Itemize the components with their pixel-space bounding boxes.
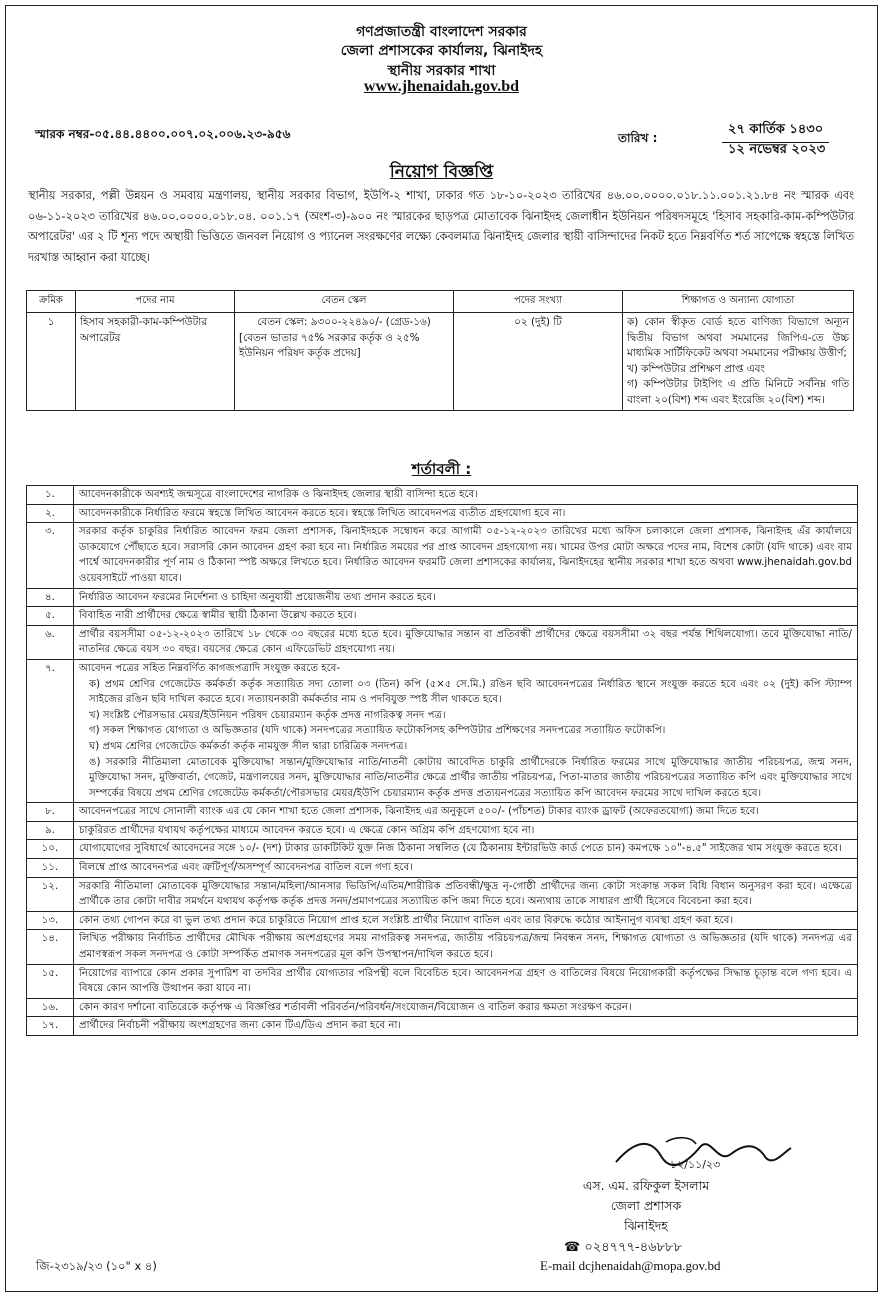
- condition-text: চাকুরিরত প্রার্থীদের যথাযথ কর্তৃপক্ষের মাধ্যমে আবেদন করতে হবে। এ ক্ষেত্রে কোন অগ্রিম কপি গ্রহণযোগ্য হবে না।: [79, 824, 535, 836]
- condition-text: নির্ধারিত আবেদন ফরমের নির্দেশনা ও চাহিদা অনুযায়ী প্রয়োজনীয় তথ্য প্রদান করতে হবে।: [79, 591, 436, 603]
- qualification-a: ক) কোন স্বীকৃত বোর্ড হতে বাণিজ্য বিভাগে অন্যূন দ্বিতীয় বিভাগ অথবা সমমানের জিপিএ-তে উচ্চ মাধ্যমিক সার্টিফিকেট অথবা সমমানের পরীক্ষায় উত্তীর্ণ;: [627, 316, 849, 359]
- table-row: [27, 803, 858, 822]
- signature-scribble: [606, 1134, 796, 1172]
- table-row: [27, 998, 858, 1017]
- table-row: [27, 625, 858, 659]
- intro-paragraph: স্থানীয় সরকার, পল্লী উন্নয়ন ও সমবায় মন্ত্রণালয়, স্থানীয় সরকার বিভাগ, ইউপি-২ শাখা, ঢাকার গত ১৮-১০-২০২৩ তারিখের ৪৬.০০.০০০০.০১৮.১১.০০১.২১.৮৪ নং স্মারক এবং ০৬-১১-২০২৩ তারিখের ৪৬.০০.০০০০.০১৮.০৪. ০০১.১৭ (অংশ-৩)-৯০০ নং স্মারকের ছাড়পত্র মোতাবেক ঝিনাইদহ জেলাধীন ইউনিয়ন পরিষদসমূহে 'হিসাব সহকারি-কাম-কম্পিউটার অপারেটর' এর ২ টি শূন্য পদে অস্থায়ী ভিত্তিতে জনবল নিয়োগ ও প্যানেল সংরক্ষণের লক্ষ্যে কেবলমাত্র ঝিনাইদহ জেলার স্থায়ী বাসিন্দাদের নিকট হতে নিম্নবর্ণিত শর্ত সাপেক্ষে স্বহস্তে লিখিত দরখাস্ত আহ্বান করা যাচ্ছে।: [28, 189, 854, 264]
- condition-text: বিলম্বে প্রাপ্ত আবেদনপত্র এবং ত্রুটিপূর্ণ/অসম্পূর্ণ আবেদনপত্র বাতিল বলে গণ্য হবে।: [79, 862, 413, 874]
- header-count: পদের সংখ্যা: [454, 291, 623, 313]
- table-row: [27, 930, 858, 964]
- conditions-title: শর্তাবলী :: [411, 460, 472, 478]
- condition-number: ১.: [27, 486, 74, 505]
- notice-page: [5, 5, 878, 1292]
- condition-subitem: ঙ) সরকারি নীতিমালা মোতাবেক মুক্তিযোদ্ধা সন্তান/মুক্তিযোদ্ধার নাতি/নাতনী কোটায় আবেদিত চাকুরি প্রার্থীদেরকে নির্ধারিত ফরমের সাথে মুক্তিযোদ্ধার জাতীয় পরিচয়পত্র, জন্ম সনদ, মুক্তিযোদ্ধা সনদ, মুক্তিবার্তা, গেজেট, মন্ত্রণালয়ের সনদ, মুক্তিযোদ্ধার নাতি/নাতনীর ক্ষেত্রে প্রার্থীর জাতীয় পরিচয়পত্র, পিতা-মাতার জাতীয় পরিচয়পত্রের সত্যায়িত কপি এবং মুক্তিযোদ্ধার সাথে সম্পর্কের বিষয়ে প্রথম শ্রেণির গেজেটেড কর্মকর্তা/পৌরসভার মেয়র/ইউপি চেয়ারম্যান কর্তৃক প্রদত্ত প্রত্যয়নপত্রের সত্যায়িত কপি আবেদন ফরমের সাথে দাখিল করতে হবে।: [89, 756, 852, 799]
- date-bangla: ২৭ কার্তিক ১৪৩০: [722, 120, 829, 143]
- phone-line: [564, 1238, 682, 1259]
- table-row: [27, 659, 858, 802]
- office-name: জেলা প্রশাসকের কার্যালয়, ঝিনাইদহ: [340, 43, 543, 59]
- condition-number: ১২.: [27, 877, 74, 911]
- condition-number: ৯.: [27, 821, 74, 840]
- table-row: [27, 523, 858, 588]
- condition-number: ১৫.: [27, 964, 74, 998]
- date-english: ১২ নভেম্বর ২০২৩: [728, 142, 826, 157]
- condition-number: ৭.: [27, 659, 74, 802]
- post-table-header: [27, 291, 854, 313]
- table-row: [27, 964, 858, 998]
- table-row: [27, 504, 858, 523]
- condition-number: ৩.: [27, 523, 74, 588]
- condition-text: সরকারি নীতিমালা মোতাবেক মুক্তিযোদ্ধার সন্তান/মহিলা/আনসার ভিডিপি/এতিম/শারীরিক প্রতিবন্ধী/ক্ষুদ্র নৃ-গোষ্ঠী প্রার্থীদের জন্য কোটা সংক্রান্ত সকল বিধি বিধান অনুসরণ করা হবে। এক্ষেত্রে প্রার্থীকে তার কোটা দাবীর সমর্থনে যথাযথ কর্তৃপক্ষ কর্তৃক প্রদত্ত সনদ/প্রমাণপত্রের সত্যায়িত কপি জমা দিতে হবে। অন্যথায় তাকে সাধারণ প্রার্থী হিসেবে বিবেচনা করা হবে।: [79, 880, 852, 908]
- header-serial: ক্রমিক: [27, 291, 76, 313]
- post-qualification: [623, 313, 854, 411]
- condition-text: নিয়োগের ব্যাপারে কোন প্রকার সুপারিশ বা তদবির প্রার্থীর যোগ্যতার পরিপন্থী বলে বিবেচিত হবে। আবেদনপত্র গ্রহণ ও বাতিলের বিষয়ে নিয়োগকারী কর্তৃপক্ষের সিদ্ধান্ত চূড়ান্ত বলে গণ্য হবে। এ বিষয়ে কোন আপত্তি উত্থাপন করা যাবে না।: [79, 967, 852, 995]
- condition-text: সরকার কর্তৃক চাকুরির নির্ধারিত আবেদন ফরম জেলা প্রশাসক, ঝিনাইদহকে সম্বোধন করে আগামী ০৫-১২-২০২৩ তারিখের মধ্যে অফিস চলাকালে জেলা প্রশাসক, ঝিনাইদহ এঁর কার্যালয়ে ডাকযোগে পৌঁছাতে হবে। সরাসরি কোন আবেদন গ্রহণ করা হবে না। নির্ধারিত সময়ের পর প্রাপ্ত আবেদন গ্রহণযোগ্য নয়। খামের উপর মোটা অক্ষরে পদের নাম, বিশেষ কোটা (যদি থাকে) এবং বাম পার্শ্বে আবেদনকারীর পূর্ণ নাম ও ঠিকানা স্পষ্ট অক্ষরে লিখতে হবে। নির্ধারিত আবেদন ফরমটি জেলা প্রশাসকের কার্যালয়, ঝিনাইদহের স্থানীয় সরকার শাখা হতে অথবা www.jhenaidah.gov.bd ওয়েবসাইটে পাওয়া যাবে।: [79, 526, 852, 584]
- condition-text-cell: [74, 1017, 858, 1036]
- header-scale: বেতন স্কেল: [235, 291, 454, 313]
- header-qualification: শিক্ষাগত ও অন্যান্য যোগ্যতা: [623, 291, 854, 313]
- condition-text-cell: [74, 821, 858, 840]
- condition-subitem: ক) প্রথম শ্রেণির গেজেটেড কর্মকর্তা কর্তৃক সত্যায়িত সদ্য তোলা ০৩ (তিন) কপি (৫×৫ সে.মি.) রঙিন ছবি আবেদনপত্রের নির্ধারিত স্থানে সংযুক্ত করতে হবে এবং ০২ (দুই) কপি স্ট্যাম্প সাইজের রঙিন ছবি দাখিল করতে হবে। সত্যায়নকারী কর্মকর্তার নাম ও পদবিযুক্ত স্পষ্ট সীল থাকতে হবে।: [89, 678, 852, 706]
- condition-subitem: খ) সংশ্লিষ্ট পৌরসভার মেয়র/ইউনিয়ন পরিষদ চেয়ারম্যান কর্তৃক প্রদত্ত নাগরিকত্ব সনদ পত্র।: [89, 709, 446, 721]
- memo-number: স্মারক নম্বর-০৫.৪৪.৪৪০০.০০৭.০২.০০৬.২৩-৯৫৬: [35, 127, 291, 141]
- table-row: [27, 486, 858, 505]
- date-label: তারিখ :: [618, 131, 658, 145]
- branch-name: স্থানীয় সরকার শাখা: [387, 63, 496, 79]
- condition-text: যোগাযোগের সুবিধার্থে আবেদনের সঙ্গে ১০/- (দশ) টাকার ডাকটিকিট যুক্ত নিজ ঠিকানা সম্বলিত (যে ঠিকানায় ইন্টারভিউ কার্ড পেতে চান) কমপক্ষে ১০"-৪.৫" সাইজের খাম সংযুক্ত করতে হবে।: [79, 843, 842, 855]
- condition-text-cell: [74, 911, 858, 930]
- condition-text-cell: [74, 877, 858, 911]
- condition-number: ১৭.: [27, 1017, 74, 1036]
- condition-text: বিবাহিত নারী প্রার্থীদের ক্ষেত্রে স্বামীর স্থায়ী ঠিকানা উল্লেখ করতে হবে।: [79, 610, 357, 622]
- condition-subitem: ঘ) প্রথম শ্রেণির গেজেটেড কর্মকর্তা কর্তৃক নামযুক্ত সীল দ্বারা চারিত্রিক সনদপত্র।: [89, 740, 408, 752]
- table-row: [27, 588, 858, 607]
- condition-text-cell: [74, 523, 858, 588]
- condition-text-cell: [74, 659, 858, 802]
- qualification-c: গ) কম্পিউটার টাইপিং এ প্রতি মিনিটে সর্বনিম্ন গতি বাংলা ২০(বিশ) শব্দ এবং ইংরেজি ২০(বিশ) শব্দ।: [627, 378, 849, 406]
- signature-block: [546, 1176, 746, 1236]
- signature-date: ১২/১১/২৩: [670, 1158, 721, 1171]
- condition-text: কোন কারণ দর্শানো ব্যতিরেকে কর্তৃপক্ষ এ বিজ্ঞপ্তির শর্তাবলী পরিবর্তন/পরিবর্ধন/সংযোজন/বিয়োজন ও বাতিল করার ক্ষমতা সংরক্ষণ করেন।: [79, 1001, 632, 1013]
- condition-number: ৪.: [27, 588, 74, 607]
- condition-subitem: গ) সকল শিক্ষাগত যোগ্যতা ও অভিজ্ঞতার (যদি থাকে) সনদপত্রের সত্যায়িত ফটোকপিসহ কম্পিউটার প্রশিক্ষণের সনদপত্রের সত্যায়িত ফটোকপি।: [89, 725, 666, 737]
- table-row: [27, 821, 858, 840]
- table-row: [27, 859, 858, 878]
- conditions-table: [26, 485, 858, 1036]
- phone-icon: ☎: [564, 1240, 581, 1255]
- condition-text: কোন তথ্য গোপন করে বা ভুল তথ্য প্রদান করে চাকুরিতে নিয়োগ প্রাপ্ত হলে সংশ্লিষ্ট প্রার্থীর নিয়োগ বাতিল এবং তার বিরুদ্ধে কঠোর আইনানুগ ব্যবস্থা গ্রহণ করা হবে।: [79, 914, 734, 926]
- condition-text-cell: [74, 840, 858, 859]
- condition-text: আবেদন পত্রের সহিত নিম্নবর্ণিত কাগজপত্রাদি সংযুক্ত করতে হবে-: [79, 662, 341, 674]
- table-row: [27, 607, 858, 626]
- phone-number[interactable]: ০২৪৭৭৭-৪৬৮৮৮: [584, 1240, 682, 1255]
- pay-scale: বেতন স্কেল: ৯৩০০-২২৪৯০/- (গ্রেড-১৬): [257, 316, 431, 328]
- condition-number: ১১.: [27, 859, 74, 878]
- govt-name: গণপ্রজাতন্ত্রী বাংলাদেশ সরকার: [356, 24, 527, 40]
- condition-number: ৬.: [27, 625, 74, 659]
- condition-number: ১৩.: [27, 911, 74, 930]
- condition-text-cell: [74, 859, 858, 878]
- qualification-b: খ) কম্পিউটার প্রশিক্ষণ প্রাপ্ত এবং: [627, 362, 765, 375]
- table-row: [27, 877, 858, 911]
- condition-text: আবেদনকারীকে নির্ধারিত ফরমে স্বহস্তে লিখিত আবেদন করতে হবে। স্বহস্তে লিখিত আবেদনপত্র ব্যতীত গ্রহণযোগ্য হবে না।: [79, 507, 566, 519]
- pay-note: [বেতন ভাতার ৭৫% সরকার কর্তৃক ও ২৫% ইউনিয়ন পরিষদ কর্তৃক প্রদেয়]: [239, 331, 420, 359]
- condition-number: ২.: [27, 504, 74, 523]
- signer-name: এস. এম. রফিকুল ইসলাম: [582, 1178, 710, 1193]
- website-link[interactable]: www.jhenaidah.gov.bd: [363, 78, 520, 95]
- table-row: [27, 1017, 858, 1036]
- condition-text-cell: [74, 504, 858, 523]
- post-count: ০২ (দুই) টি: [454, 313, 623, 411]
- condition-text: লিখিত পরীক্ষায় নির্বাচিত প্রার্থীদের মৌখিক পরীক্ষায় অংশগ্রহণের সময় নাগরিকত্ব সনদপত্র, জাতীয় পরিচয়পত্র/জন্ম নিবন্ধন সনদ, শিক্ষাগত যোগ্যতা ও অভিজ্ঞতার (যদি থাকে) সনদপত্র এর প্রমাণস্বরূপ সকল সনদপত্র ও কোটা সম্পর্কিত প্রমাণক সনদপত্রের মূল কপি উপস্থাপন/দাখিল করতে হবে।: [79, 933, 852, 961]
- signer-designation: জেলা প্রশাসক: [610, 1198, 682, 1213]
- header-post: পদের নাম: [76, 291, 235, 313]
- condition-text-cell: [74, 930, 858, 964]
- footer-code: জি-২৩১৯/২৩ (১০" x ৪): [36, 1259, 157, 1273]
- condition-number: ১০.: [27, 840, 74, 859]
- condition-text-cell: [74, 803, 858, 822]
- condition-text: আবেদনপত্রের সাথে সোনালী ব্যাংক এর যে কোন শাখা হতে জেলা প্রশাসক, ঝিনাইদহ এর অনুকূলে ৫০০/- (পাঁচশত) টাকার ব্যাংক ড্রাফট (অফেরতযোগ্য) জমা দিতে হবে।: [79, 806, 760, 818]
- condition-text-cell: [74, 964, 858, 998]
- condition-text: আবেদনকারীকে অবশ্যই জন্মসূত্রে বাংলাদেশের নাগরিক ও ঝিনাইদহ জেলার স্থায়ী বাসিন্দা হতে হবে।: [79, 489, 478, 500]
- condition-number: ১৪.: [27, 930, 74, 964]
- condition-number: ১৬.: [27, 998, 74, 1017]
- condition-text-cell: [74, 998, 858, 1017]
- table-row: [27, 911, 858, 930]
- condition-text-cell: [74, 486, 858, 505]
- post-serial: ১: [27, 313, 76, 411]
- page-title: নিয়োগ বিজ্ঞপ্তি: [389, 162, 494, 182]
- condition-text-cell: [74, 607, 858, 626]
- condition-text-cell: [74, 588, 858, 607]
- post-scale: [235, 313, 454, 411]
- condition-number: ৫.: [27, 607, 74, 626]
- condition-text: প্রার্থীদের নির্বাচনী পরীক্ষায় অংশগ্রহণের জন্য কোন টিএ/ডিএ প্রদান করা হবে না।: [79, 1020, 402, 1032]
- condition-text: প্রার্থীর বয়সসীমা ০৫-১২-২০২৩ তারিখে ১৮ থেকে ৩০ বছরের মধ্যে হতে হবে। মুক্তিযোদ্ধার সন্তান বা প্রতিবন্ধী প্রার্থীদের ক্ষেত্রে বয়সসীমা ৩২ বছর পর্যন্ত শিথিলযোগ্য। তবে মুক্তিযোদ্ধা নাতি/নাতনির ক্ষেত্রে বয়স ৩০ বছর। বয়সের ক্ষেত্রে কোন এফিডেভিট গ্রহণযোগ্য নয়।: [79, 628, 852, 656]
- table-row: [27, 840, 858, 859]
- condition-number: ৮.: [27, 803, 74, 822]
- table-row: [27, 313, 854, 411]
- condition-text-cell: [74, 625, 858, 659]
- signer-location: ঝিনাইদহ: [624, 1218, 668, 1233]
- email-address[interactable]: E-mail dcjhenaidah@mopa.gov.bd: [540, 1258, 721, 1273]
- post-table: [26, 290, 854, 411]
- post-name: হিসাব সহকারী-কাম-কম্পিউটার অপারেটর: [76, 313, 235, 411]
